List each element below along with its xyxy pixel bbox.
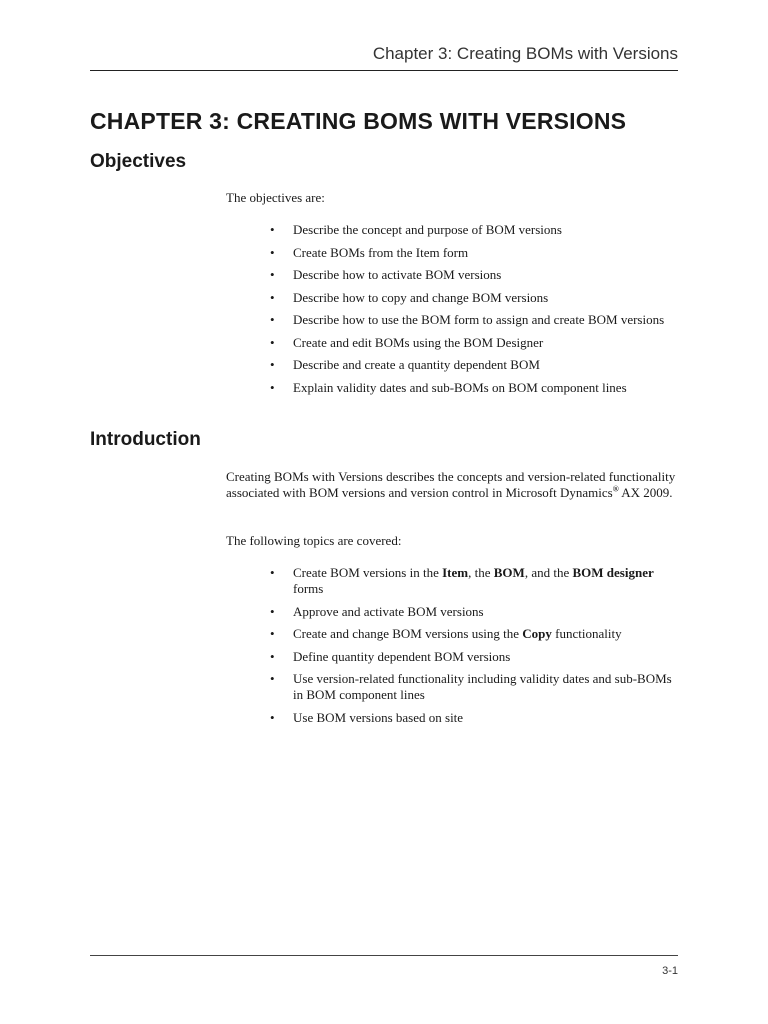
objective-text: Describe the concept and purpose of BOM versions <box>293 222 562 237</box>
list-item <box>270 649 680 665</box>
bullet-icon: • <box>270 244 275 260</box>
topic-text: forms <box>293 581 324 596</box>
topic-text: Approve and activate BOM versions <box>293 603 484 619</box>
bullet-icon: • <box>270 312 275 327</box>
topics-intro: The following topics are covered: <box>226 533 402 548</box>
objective-text: Explain validity dates and sub-BOMs on BOM component lines <box>293 379 627 395</box>
objective-text: Describe how to use the BOM form to assign and create BOM versions <box>293 312 665 327</box>
objective-text: Create and edit BOMs using the BOM Designer <box>293 334 544 350</box>
bullet-icon: • <box>270 565 275 580</box>
intro-text: Creating BOMs with Versions describes the concepts and version-related functionality associated with BOM versions and version control in Microsoft Dynamics <box>226 469 676 500</box>
list-item <box>270 565 680 597</box>
bullet-icon: • <box>270 603 275 619</box>
objective-text: Describe how to copy and change BOM versions <box>293 289 549 305</box>
objective-text: Describe how to activate BOM versions <box>293 267 502 282</box>
bullet-icon: • <box>270 671 275 686</box>
list-item <box>270 290 680 306</box>
list-item <box>270 312 680 328</box>
bullet-icon: • <box>270 334 275 350</box>
topic-text: , the <box>468 565 494 580</box>
objective-text: Create BOMs from the Item form <box>293 244 469 260</box>
bullet-icon: • <box>270 222 275 237</box>
topic-text: , and the <box>524 565 573 580</box>
list-item <box>270 626 680 642</box>
objective-text: Describe and create a quantity dependent BOM <box>293 357 540 372</box>
chapter-title: CHAPTER 3: CREATING BOMS WITH VERSIONS <box>90 108 627 134</box>
intro-text-end: AX 2009. <box>618 485 673 500</box>
bullet-icon: • <box>270 648 275 664</box>
topic-text: Use version-related functionality including validity dates and sub-BOMs in BOM component lines <box>293 671 672 702</box>
footer-rule <box>90 955 678 956</box>
topics-list <box>270 565 680 732</box>
list-item <box>270 357 680 373</box>
bullet-icon: • <box>270 709 275 725</box>
list-item <box>270 267 680 283</box>
page-number: 3-1 <box>662 965 678 977</box>
list-item <box>270 245 680 261</box>
bullet-icon: • <box>270 289 275 305</box>
topic-text: Create BOM versions in the <box>293 565 443 580</box>
introduction-paragraph <box>226 469 678 501</box>
form-name-item: Item <box>442 565 469 580</box>
topic-text: Define quantity dependent BOM versions <box>293 648 511 664</box>
running-header: Chapter 3: Creating BOMs with Versions <box>90 44 678 71</box>
bullet-icon: • <box>270 357 275 372</box>
topic-text: functionality <box>551 626 622 641</box>
topic-text: Create and change BOM versions using the <box>293 626 523 641</box>
bullet-icon: • <box>270 379 275 395</box>
bullet-icon: • <box>270 267 275 282</box>
list-item <box>270 335 680 351</box>
function-name-copy: Copy <box>522 626 552 641</box>
list-item <box>270 710 680 726</box>
topic-text: Use BOM versions based on site <box>293 709 464 725</box>
objectives-intro: The objectives are: <box>226 190 325 205</box>
form-name-bom-designer: BOM designer <box>572 565 654 580</box>
form-name-bom: BOM <box>493 565 525 580</box>
bullet-icon: • <box>270 626 275 641</box>
list-item <box>270 380 680 396</box>
list-item <box>270 604 680 620</box>
registered-trademark-mark: ® <box>612 484 619 494</box>
objectives-heading: Objectives <box>90 151 187 172</box>
list-item <box>270 222 680 238</box>
introduction-heading: Introduction <box>90 429 201 450</box>
list-item <box>270 671 680 703</box>
objectives-list <box>270 222 680 402</box>
